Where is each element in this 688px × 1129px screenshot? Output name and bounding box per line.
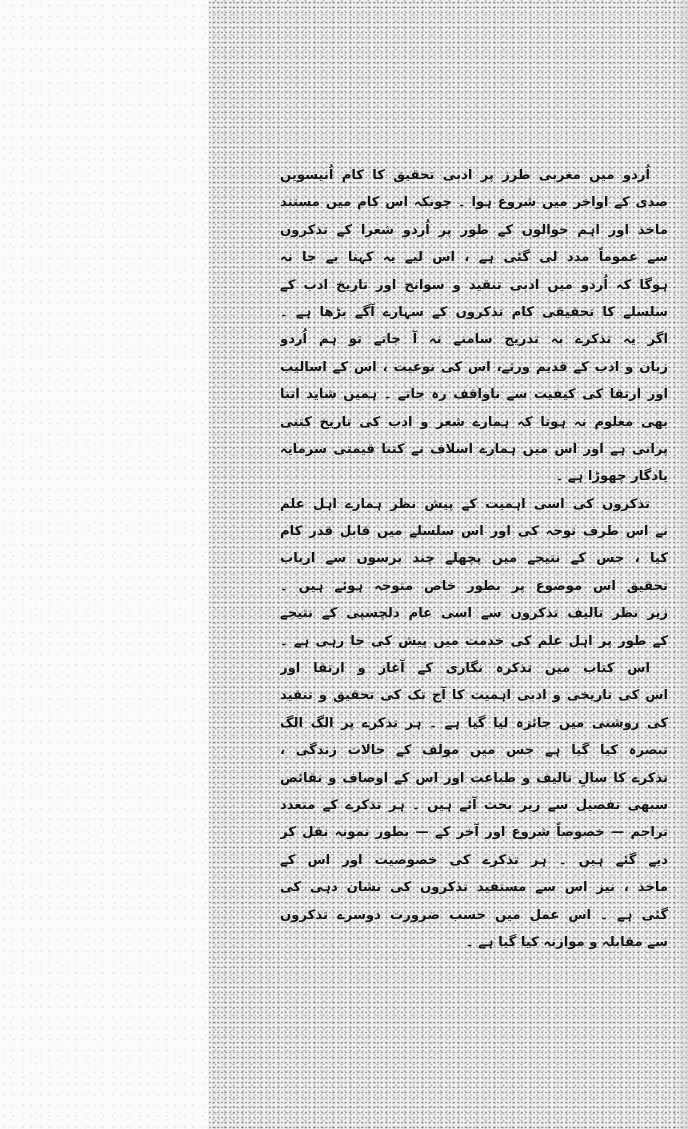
text-line-27: ماخذ ، نیز اس سے مستفید تذکروں کی نشان دہی کی	[280, 880, 668, 896]
urdu-text-block	[280, 162, 668, 956]
scan-left-margin	[0, 0, 210, 1129]
text-line-16: تحقیق اس موضوع پر بطور خاص متوجہ ہوئے ہیں ۔	[280, 578, 668, 594]
text-line-1: اُردو میں مغربی طرز پر ادبی تحقیق کا کام اُنیسویں	[280, 168, 650, 183]
text-line-28: گئی ہے ۔ اس عمل میں حسب ضرورت دوسرے تذکروں	[280, 907, 668, 923]
text-line-15: کیا ، جس کے نتیجے میں پچھلے چند برسوں سے ارباب	[280, 551, 668, 567]
text-line-7: اگر یہ تذکرے بہ تدریج سامنے نہ آ جاتے تو ہم اُردو	[280, 332, 668, 348]
text-line-12: یادگار چھوڑا ہے ۔	[555, 469, 668, 485]
text-line-18: کے طور پر اہل علم کی خدمت میں پیش کی جا رہی ہے ۔	[280, 633, 668, 649]
text-line-25: تراجم — خصوصاً شروع اور آخر کے — بطور نمونہ نقل کر	[280, 825, 668, 841]
text-line-5: ہوگا کہ اُردو میں ادبی تنقید و سوانح اور تاریخ ادب کے	[280, 277, 668, 293]
text-line-4: سے عموماً مدد لی گئی ہے ، اس لیے یہ کہنا بے جا نہ	[280, 250, 668, 266]
text-line-3: ماخذ اور اہم حوالوں کے طور پر اُردو شعرا کے تذکروں	[280, 222, 668, 238]
text-line-2: صدی کے اواخر میں شروع ہوا ۔ چونکہ اس کام میں مستند	[280, 195, 668, 211]
text-line-6: سلسلے کا تحقیقی کام تذکروں کے سہارے آگے بڑھا ہے ۔	[280, 304, 668, 320]
text-line-29: سے مقابلہ و موازنہ کیا گیا ہے ۔	[465, 934, 668, 950]
text-line-13: تذکروں کی اسی اہمیت کے پیش نظر ہمارے اہل علم	[280, 496, 650, 512]
text-line-24: سبھی تفصیل سے زیر بحث آئے ہیں ۔ ہر تذکرے کے متعدد	[280, 797, 668, 813]
text-line-17: زیر نظر تالیف تذکروں سے اسی عام دلچسپی کے نتیجے	[280, 606, 668, 622]
text-line-10: بھی معلوم نہ ہوتا کہ ہمارے شعر و ادب کی تاریخ کتنی	[280, 414, 668, 430]
text-line-23: تذکرے کا سالِ تالیف و طباعت اور اس کے اوصاف و نقائص	[280, 770, 668, 786]
text-line-22: تبصرہ کیا گیا ہے جس میں مولف کے حالات زندگی ،	[280, 743, 668, 759]
text-line-9: اور ارتقا کی کیفیت سے ناواقف رہ جاتے ۔ ہمیں شاید اتنا	[280, 387, 668, 403]
text-line-21: کی روشنی میں جائزہ لیا گیا ہے ۔ ہر تذکرے پر الگ الگ	[280, 715, 668, 731]
text-line-19: اس کتاب میں تذکرہ نگاری کے آغاز و ارتقا اور	[280, 661, 650, 677]
text-line-14: نے اس طرف توجہ کی اور اس سلسلے میں قابل قدر کام	[280, 524, 668, 540]
text-line-8: زبان و ادب کے قدیم ورثے، اس کی نوعیت ، اس کے اسالیب	[280, 359, 668, 375]
text-line-11: پرانی ہے اور اس میں ہمارے اسلاف نے کتنا قیمتی سرمایہ	[280, 441, 668, 457]
text-line-26: دیے گئے ہیں ۔ ہر تذکرے کی خصوصیت اور اس کے	[280, 852, 668, 868]
text-line-20: اس کی تاریخی و ادبی اہمیت کا آج تک کی تحقیق و تنقید	[280, 688, 668, 704]
